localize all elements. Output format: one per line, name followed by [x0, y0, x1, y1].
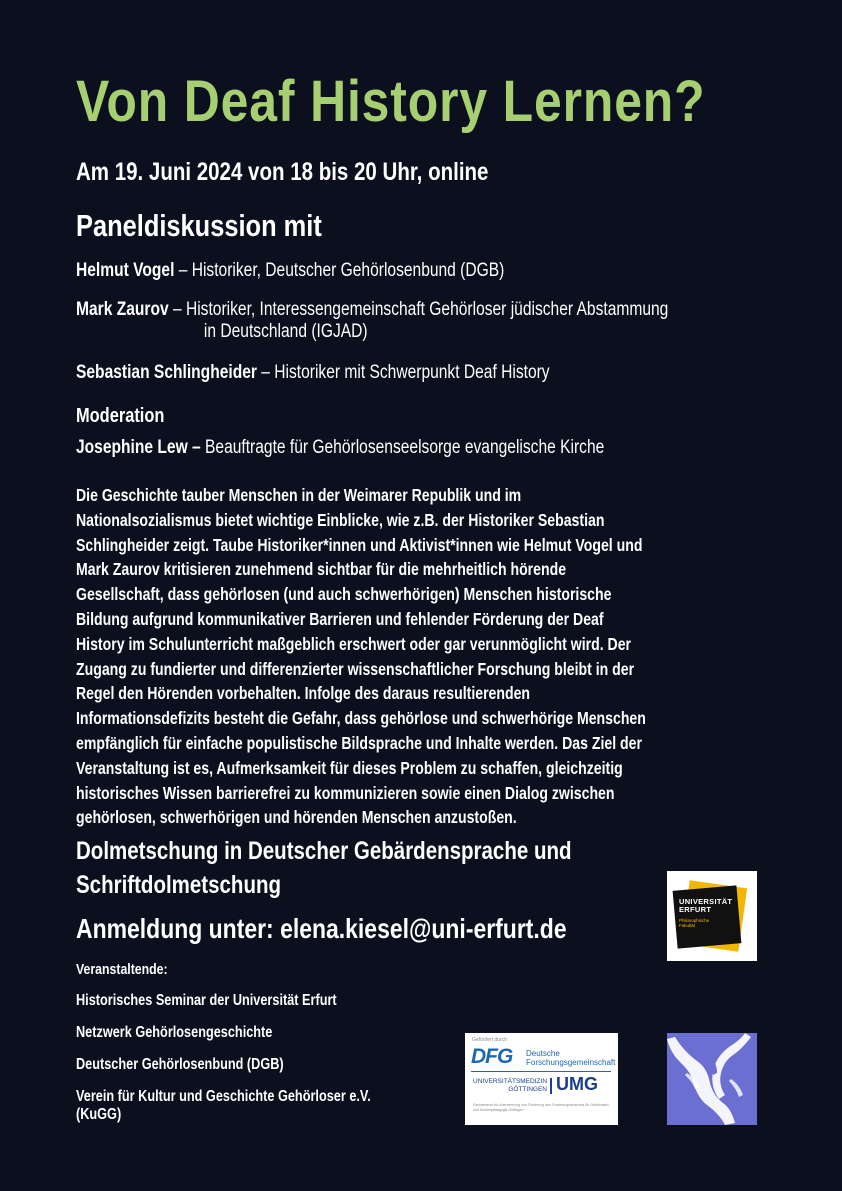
logo-sub-line: Philosophische: [679, 918, 710, 923]
description-line: gehörlosen, schwerhörigen und hörenden Menschen anzustoßen.: [76, 807, 517, 828]
event-date: Am 19. Juni 2024 von 18 bis 20 Uhr, online: [76, 158, 489, 186]
logo-line: UNIVERSITÄT: [679, 897, 733, 906]
speaker-name: Helmut Vogel: [76, 260, 175, 281]
speaker-role: – Historiker, Deutscher Gehörlosenbund (DGB): [174, 260, 505, 281]
kugg-logo: [667, 1033, 757, 1125]
interpretation-line: Schriftdolmetschung: [76, 871, 282, 899]
moderator-role: Beauftragte für Gehörlosenseelsorge evangelische Kirche: [200, 437, 605, 458]
description-line: History im Schulunterricht maßgeblich erschwert oder gar verunmöglicht wird. Der: [76, 633, 632, 654]
organizer-item: [76, 1024, 272, 1042]
moderation-heading: Moderation: [76, 405, 165, 427]
dfg-name-line: Deutsche: [526, 1049, 560, 1058]
description-line: Mark Zaurov kritisieren zunehmend sichtbar für die mehrheitlich hörende: [76, 559, 567, 580]
dfg-umg-logo: [465, 1033, 618, 1125]
organizer-line: Netzwerk Gehörlosengeschichte: [76, 1024, 273, 1041]
universitaet-erfurt-logo: [667, 871, 757, 961]
organizer-line: Deutscher Gehörlosenbund (DGB): [76, 1056, 284, 1073]
logo-sub-line: Fakultät: [679, 923, 696, 928]
description-line: Nationalsozialismus bietet wichtige Einblicke, wie z.B. der Historiker Sebastian: [76, 509, 605, 530]
interpretation-notice: [76, 834, 572, 902]
logo-faculty: [679, 918, 709, 928]
panel-heading: Paneldiskussion mit: [76, 208, 322, 243]
interpretation-line: Dolmetschung in Deutscher Gebärdensprache und: [76, 837, 572, 865]
divider: [471, 1071, 611, 1072]
moderator-name: Josephine Lew –: [76, 437, 201, 458]
organizer-item: [76, 992, 337, 1010]
umg-name: [473, 1078, 547, 1094]
speaker-role-continued: in Deutschland (IGJAD): [203, 321, 368, 342]
umg-mark: UMG: [556, 1074, 598, 1094]
organizer-item: [76, 1088, 371, 1124]
dfg-mark: DFG: [471, 1045, 513, 1068]
speaker-mark-zaurov: [76, 299, 668, 343]
description-line: Bildung aufgrund kommunikativer Barrieren und fehlender Förderung der Deaf: [76, 608, 604, 629]
dfg-name-line: Forschungsgemeinschaft: [526, 1058, 616, 1067]
logo-wordmark: [679, 898, 732, 914]
fine-print: Fachzentrum für Anerkennung und Förderung des Forschungszentrums für Gehörlosen- und Sonderpädagogik Göttingen: [473, 1103, 610, 1112]
organizer-line: (KuGG): [76, 1106, 122, 1123]
dfg-name: [526, 1049, 615, 1067]
speaker-role: – Historiker mit Schwerpunkt Deaf History: [256, 362, 550, 383]
umg-divider: [550, 1078, 552, 1094]
organizer-line: Verein für Kultur und Geschichte Gehörloser e.V.: [76, 1088, 371, 1105]
umg-name-line: UNIVERSITÄTSMEDIZIN: [473, 1078, 548, 1085]
speaker-sebastian-schlingheider: [76, 362, 550, 384]
organizer-line: Historisches Seminar der Universität Erfurt: [76, 992, 337, 1009]
description-line: Gesellschaft, dass gehörlosen (und auch schwerhörigen) Menschen historische: [76, 584, 612, 605]
registration-info[interactable]: Anmeldung unter: elena.kiesel@uni-erfurt.de: [76, 913, 567, 944]
moderator: [76, 437, 604, 459]
organizer-item: [76, 1056, 284, 1074]
event-title: Von Deaf History Lernen?: [76, 69, 706, 134]
description-line: historisches Wissen barrierefrei zu kommunizieren sowie einen Dialog zwischen: [76, 782, 615, 803]
description-line: empfänglich für einfache populistische Bildsprache und Inhalte werden. Das Ziel der: [76, 732, 642, 753]
organizers-heading: Veranstaltende:: [76, 961, 168, 978]
speaker-role: – Historiker, Interessengemeinschaft Gehörloser jüdischer Abstammung: [168, 299, 669, 320]
umg-name-line: GÖTTINGEN: [508, 1086, 547, 1093]
logo-dark-shape: [673, 885, 742, 948]
description-line: Zugang zu fundierter und differenzierter wissenschaftlicher Forschung bleibt in der: [76, 658, 635, 679]
description-line: Schlingheider zeigt. Taube Historiker*innen und Aktivist*innen wie Helmut Vogel und: [76, 534, 643, 555]
hands-icon: [667, 1033, 757, 1125]
logo-line: ERFURT: [679, 905, 712, 914]
description-paragraph: [76, 483, 736, 830]
description-line: Informationsdefizits besteht die Gefahr, dass gehörlose und schwerhörige Menschen: [76, 708, 646, 729]
funded-by-label: Gefördert durch: [472, 1037, 508, 1043]
speaker-name: Mark Zaurov: [76, 299, 169, 320]
speaker-helmut-vogel: [76, 260, 504, 282]
description-line: Die Geschichte tauber Menschen in der Weimarer Republik und im: [76, 485, 522, 505]
speaker-name: Sebastian Schlingheider: [76, 362, 257, 383]
description-line: Veranstaltung ist es, Aufmerksamkeit für dieses Problem zu schaffen, gleichzeitig: [76, 757, 623, 778]
description-line: Regel den Hörenden vorbehalten. Infolge des daraus resultierenden: [76, 683, 531, 704]
